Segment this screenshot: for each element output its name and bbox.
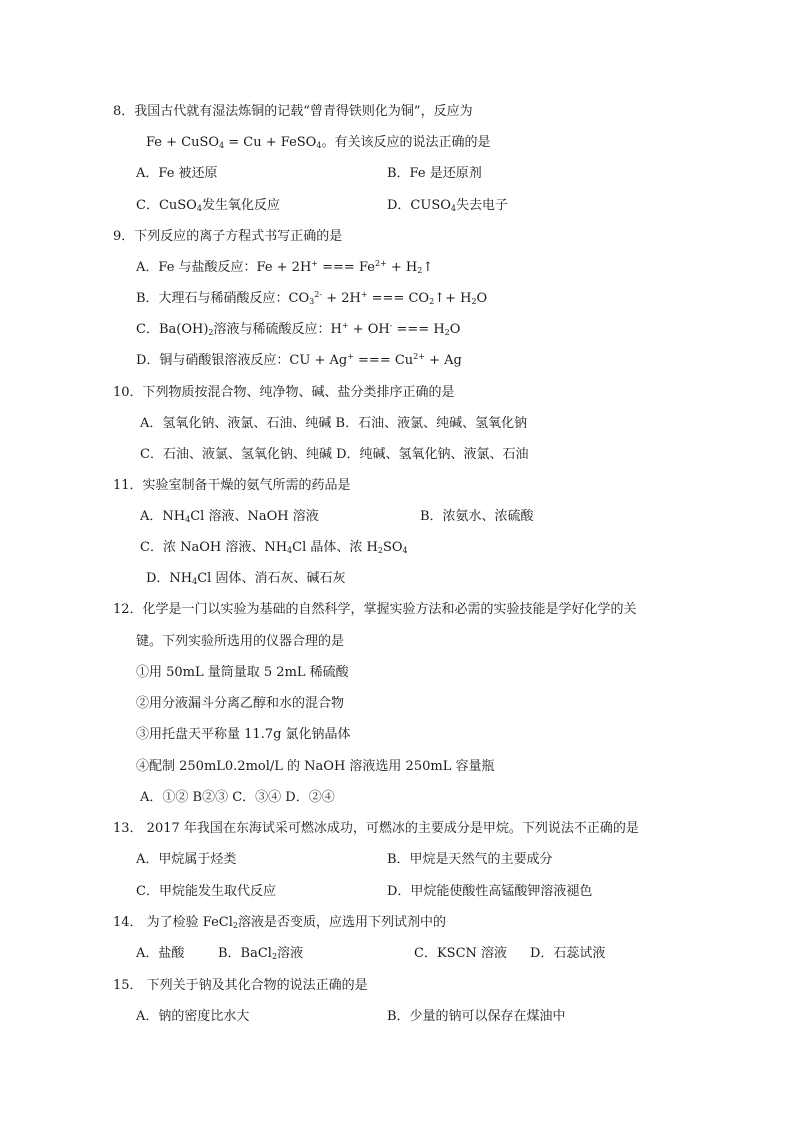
- q10-stem: 10．下列物质按混合物、纯净物、碱、盐分类排序正确的是: [113, 385, 455, 400]
- q11-option-d: D．$NH_4Cl$ 固体、消石灰、碱石灰: [146, 571, 346, 586]
- q14-option-d: D．石蕊试液: [530, 946, 606, 961]
- q11-option-c: C．浓 NaOH 溶液、$NH_4Cl$ 晶体、浓 $H_2SO_4$: [140, 540, 408, 555]
- q11-option-b: B．浓氨水、浓硫酸: [420, 509, 534, 524]
- q14-stem: 14． 为了检验 FeCl$_2$溶液是否变质，应选用下列试剂中的: [113, 915, 447, 930]
- q8-option-b: B．Fe 是还原剂: [387, 166, 482, 181]
- q12-item-2: ②用分液漏斗分离乙醇和水的混合物: [136, 696, 345, 711]
- q12-item-4: ④配制 250mL0.2mol/L 的 NaOH 溶液选用 250mL 容量瓶: [136, 759, 495, 774]
- q12-item-3: ③用托盘天平称量 11.7g 氯化钠晶体: [136, 727, 351, 742]
- q13-option-b: B．甲烷是天然气的主要成分: [387, 852, 553, 867]
- q14-option-c: C．KSCN 溶液: [414, 946, 508, 961]
- q12-stem: 12．化学是一门以实验为基础的自然科学，掌握实验方法和必需的实验技能是学好化学的关: [113, 602, 637, 617]
- q13-option-c: C．甲烷能发生取代反应: [136, 884, 276, 899]
- q8-stem: 8．我国古代就有湿法炼铜的记载“曾青得铁则化为铜”，反应为: [113, 104, 473, 119]
- q9-stem: 9．下列反应的离子方程式书写正确的是: [113, 229, 343, 244]
- q10-options-row1: A．氢氧化钠、液氯、石油、纯碱 B．石油、液氯、纯碱、氢氧化钠: [140, 416, 528, 431]
- q13-option-a: A．甲烷属于烃类: [136, 852, 237, 867]
- q12-options: A．①② B②③ C．③④ D．②④: [140, 790, 335, 805]
- q14-option-a: A．盐酸: [136, 946, 185, 961]
- q8-option-c: C．CuSO$_4$发生氧化反应: [136, 198, 280, 213]
- q15-option-b: B．少量的钠可以保存在煤油中: [387, 1009, 566, 1024]
- q9-option-d: D．铜与硝酸银溶液反应：CU + Ag+ === $Cu^{2+} + Ag$: [136, 352, 462, 368]
- q13-option-d: D．甲烷能使酸性高锰酸钾溶液褪色: [387, 884, 593, 899]
- q12-item-1: ①用 50mL 量筒量取 5 2mL 稀硫酸: [136, 665, 349, 680]
- q8-equation: Fe + CuSO$_4$ = Cu + FeSO$_4$。有关该反应的说法正确的是: [146, 135, 491, 150]
- q11-option-a: A．$NH_4Cl$ 溶液、NaOH 溶液: [140, 509, 319, 524]
- q13-stem: 13． 2017 年我国在东海试采可燃冰成功，可燃冰的主要成分是甲烷。下列说法不正确的是: [113, 821, 639, 836]
- q9-option-a: A．Fe 与盐酸反应：Fe + 2H+ === $Fe^{2+}$ + $H_2↑$: [136, 259, 434, 275]
- q15-option-a: A．钠的密度比水大: [136, 1009, 250, 1024]
- q9-option-c: C．$Ba(OH)_2$溶液与稀硫酸反应：H+ + OH- === $H_2O$: [136, 321, 461, 337]
- q8-option-a: A．Fe 被还原: [136, 166, 218, 181]
- q15-stem: 15． 下列关于钠及其化合物的说法正确的是: [113, 978, 368, 993]
- q11-stem: 11．实验室制备干燥的氨气所需的药品是: [113, 478, 351, 493]
- q9-option-b: B．大理石与稀硝酸反应：$CO_3^{2-} + 2H^+$ === $CO_2↑+ H_2O$: [136, 290, 488, 306]
- q12-stem-cont: 键。下列实验所选用的仪器合理的是: [136, 634, 345, 649]
- q14-option-b: B．BaCl$_2$溶液: [218, 946, 304, 961]
- q10-options-row2: C．石油、液氯、氢氧化钠、纯碱 D．纯碱、氢氧化钠、液氯、石油: [140, 447, 529, 462]
- q8-option-d: D．$CUSO_4$失去电子: [387, 198, 508, 213]
